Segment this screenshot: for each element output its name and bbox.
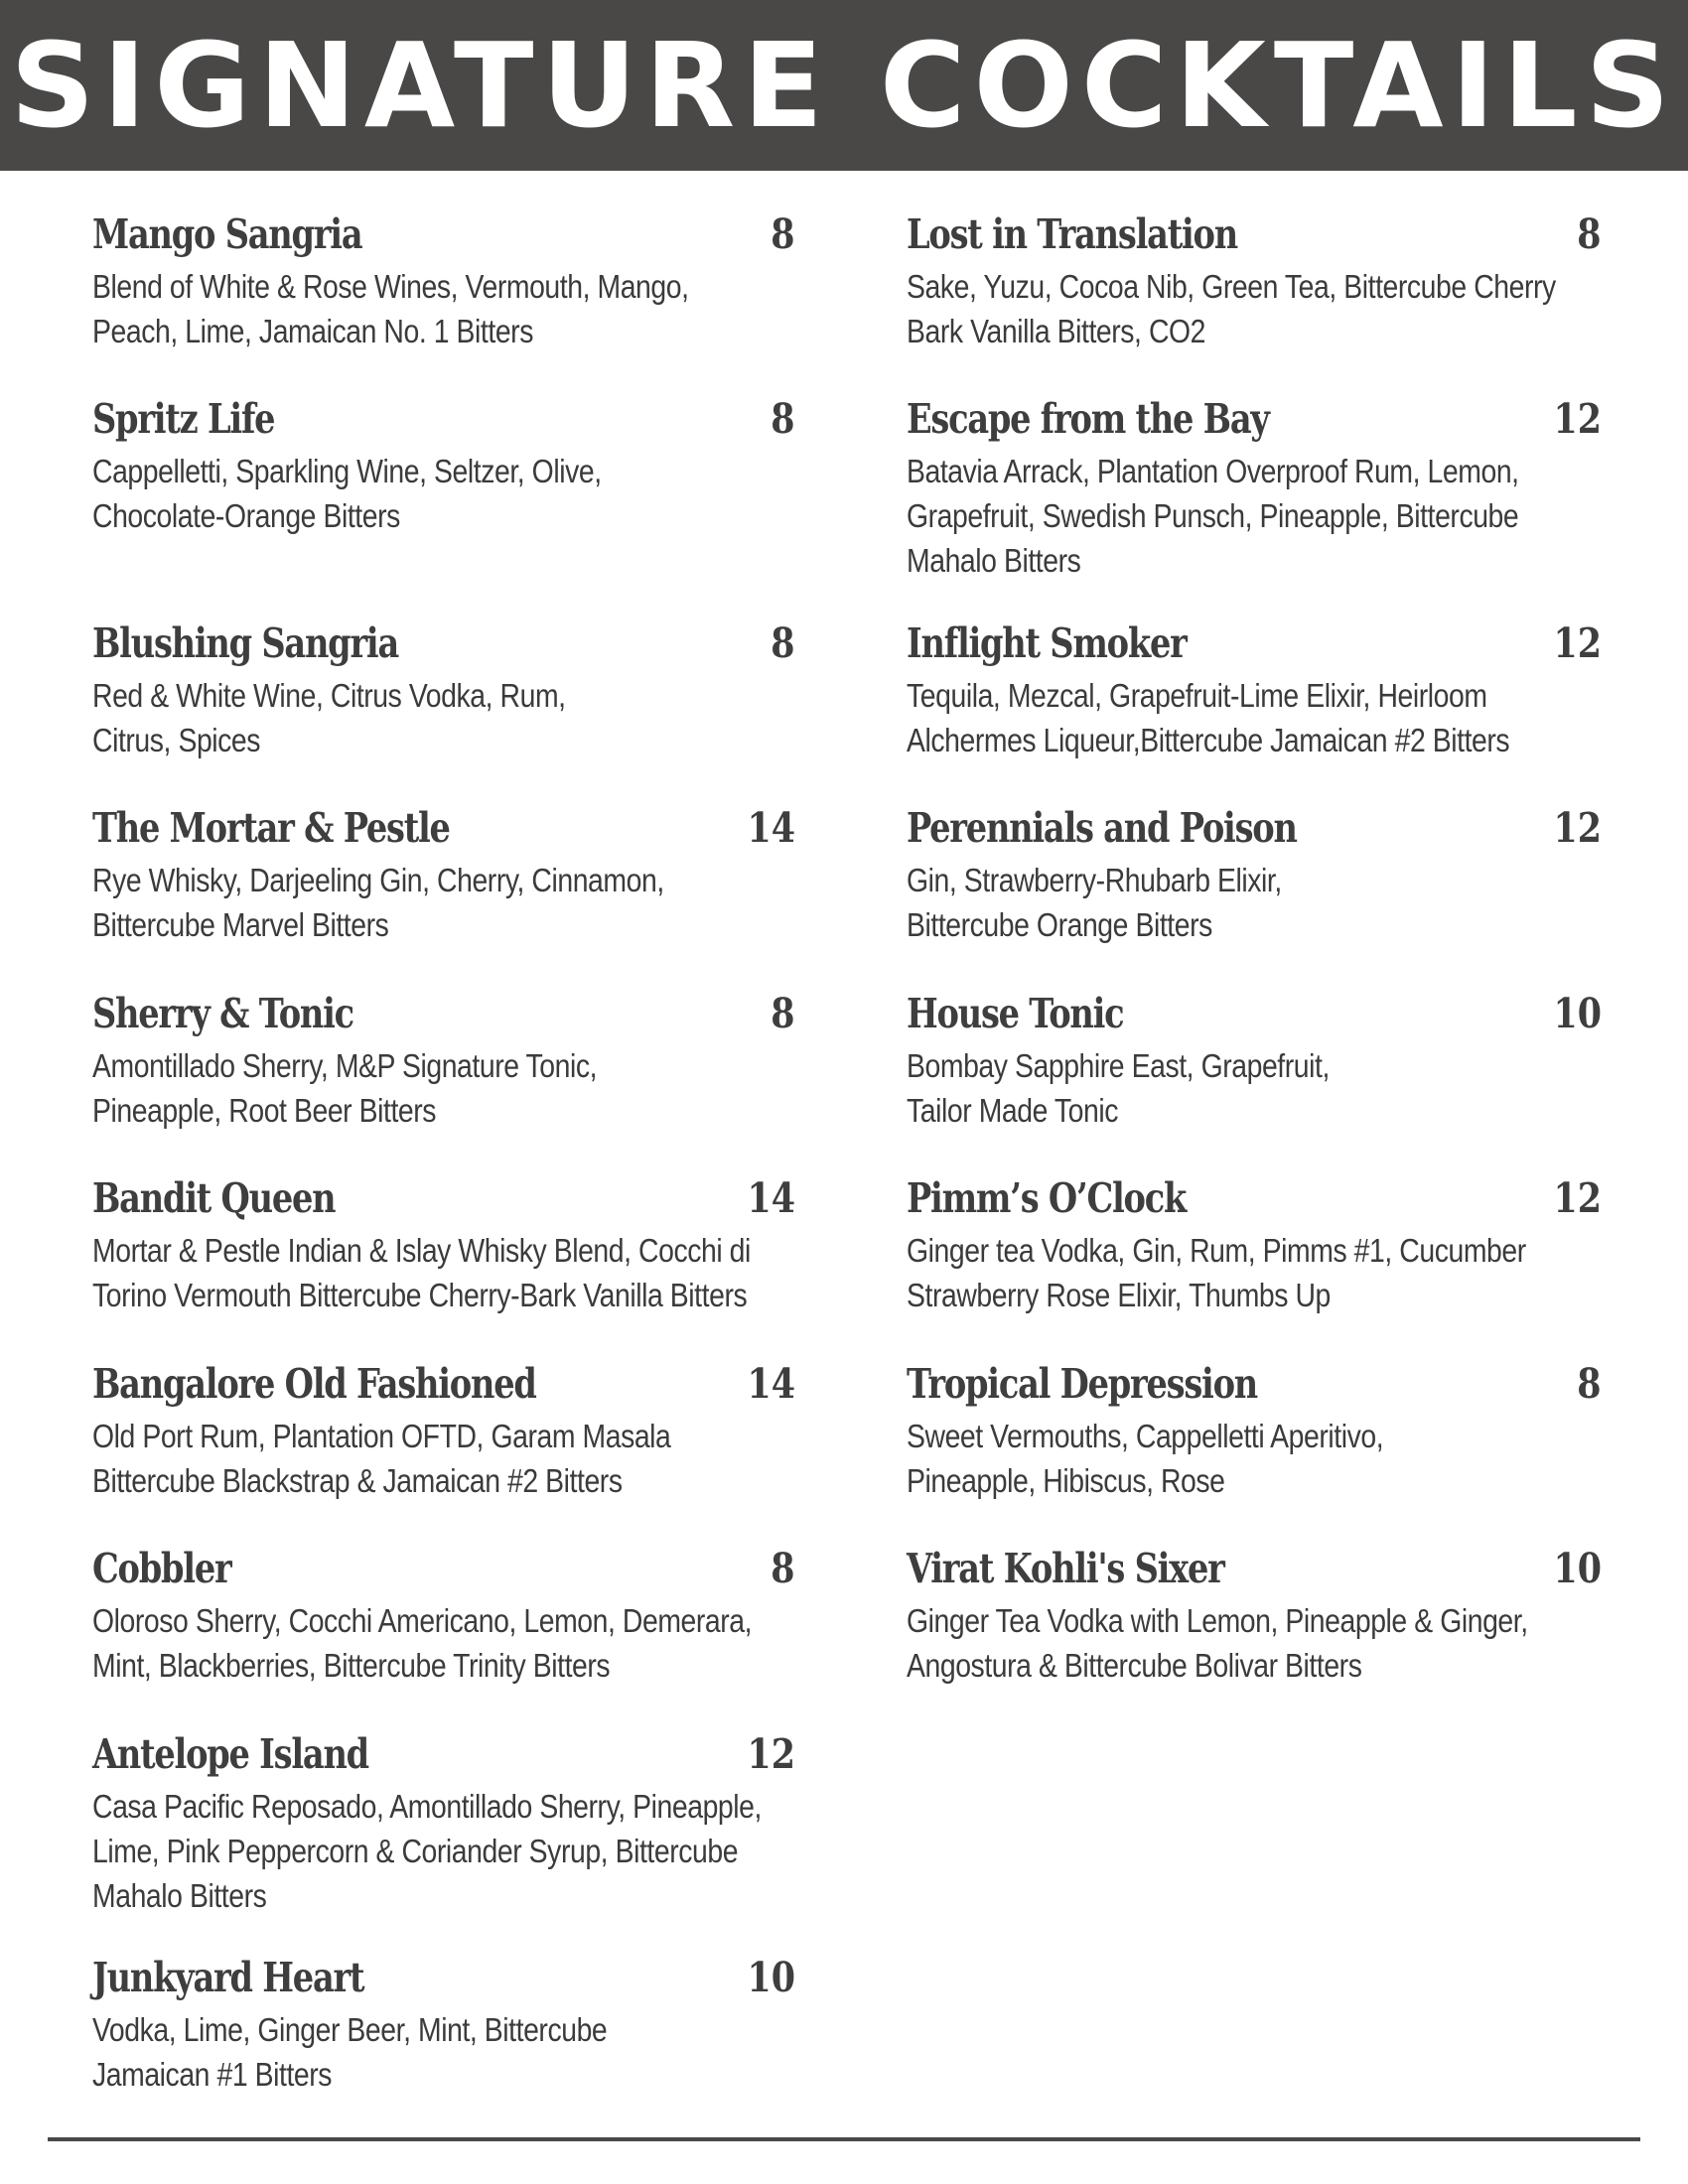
menu-item [92, 1726, 795, 1918]
cocktail-name: Mango Sangria [92, 210, 362, 258]
cocktail-price: 8 [771, 619, 795, 667]
cocktail-description: Mortar & Pestle Indian & Islay Whisky Blend, Cocchi di Torino Vermouth Bittercube Cherry-Bark Vanilla Bitters [92, 1232, 751, 1313]
cocktail-price: 8 [771, 990, 795, 1037]
cocktail-name: Inflight Smoker [907, 619, 1187, 667]
cocktail-name: Blushing Sangria [92, 619, 399, 667]
cocktail-price: 10 [1553, 990, 1602, 1037]
cocktail-price: 12 [747, 1730, 795, 1778]
cocktail-price: 12 [1553, 804, 1602, 852]
menu-item [92, 1541, 795, 1688]
cocktail-name: Escape from the Bay [907, 395, 1269, 443]
cocktail-price: 8 [771, 395, 795, 443]
cocktail-description: Old Port Rum, Plantation OFTD, Garam Masala Bittercube Blackstrap & Jamaican #2 Bitters [92, 1418, 671, 1499]
cocktail-description: Casa Pacific Reposado, Amontillado Sherry, Pineapple, Lime, Pink Peppercorn & Coriander Syrup, Bittercube Mahalo Bitters [92, 1788, 762, 1914]
cocktail-name: House Tonic [907, 990, 1124, 1037]
cocktail-price: 14 [747, 1174, 795, 1222]
cocktail-description: Batavia Arrack, Plantation Overproof Rum, Lemon, Grapefruit, Swedish Punsch, Pineapple, Bittercube Mahalo Bitters [907, 453, 1519, 579]
cocktail-name: Virat Kohli's Sixer [907, 1545, 1224, 1592]
cocktail-description: Red & White Wine, Citrus Vodka, Rum, Citrus, Spices [92, 677, 566, 758]
menu-item [92, 1950, 795, 2097]
cocktail-description: Sweet Vermouths, Cappelletti Aperitivo, Pineapple, Hibiscus, Rose [907, 1418, 1384, 1499]
cocktail-price: 8 [771, 210, 795, 258]
cocktail-price: 8 [1577, 210, 1602, 258]
cocktail-description: Blend of White & Rose Wines, Vermouth, Mango, Peach, Lime, Jamaican No. 1 Bitters [92, 268, 689, 349]
cocktail-price: 10 [1553, 1545, 1602, 1592]
cocktail-name: Pimm’s O’Clock [907, 1174, 1187, 1222]
cocktail-name: Bangalore Old Fashioned [92, 1360, 536, 1408]
menu-item [907, 1541, 1602, 1688]
cocktail-price: 14 [747, 804, 795, 852]
menu-item [92, 1170, 795, 1317]
cocktail-price: 8 [771, 1545, 795, 1592]
cocktail-price: 12 [1553, 619, 1602, 667]
cocktail-description: Bombay Sapphire East, Grapefruit, Tailor Made Tonic [907, 1047, 1330, 1129]
menu-item [92, 206, 795, 353]
cocktail-description: Amontillado Sherry, M&P Signature Tonic, Pineapple, Root Beer Bitters [92, 1047, 598, 1129]
cocktail-description: Tequila, Mezcal, Grapefruit-Lime Elixir, Heirloom Alchermes Liqueur,Bittercube Jamaican #2 Bitters [907, 677, 1510, 758]
menu-item [907, 206, 1602, 353]
cocktail-name: Spritz Life [92, 395, 275, 443]
menu-item [907, 800, 1602, 947]
cocktail-name: Cobbler [92, 1545, 231, 1592]
cocktail-description: Vodka, Lime, Ginger Beer, Mint, Bittercube Jamaican #1 Bitters [92, 2011, 608, 2093]
menu-item [907, 1170, 1602, 1317]
menu-item [92, 615, 795, 762]
page-title: SIGNATURE COCKTAILS [10, 17, 1678, 154]
cocktail-name: Perennials and Poison [907, 804, 1297, 852]
cocktail-description: Ginger tea Vodka, Gin, Rum, Pimms #1, Cucumber Strawberry Rose Elixir, Thumbs Up [907, 1232, 1526, 1313]
cocktail-name: Bandit Queen [92, 1174, 336, 1222]
cocktail-description: Sake, Yuzu, Cocoa Nib, Green Tea, Bittercube Cherry Bark Vanilla Bitters, CO2 [907, 268, 1556, 349]
menu-item [907, 986, 1602, 1133]
cocktail-name: The Mortar & Pestle [92, 804, 450, 852]
menu-item [92, 391, 795, 538]
menu-item [907, 1356, 1602, 1503]
cocktail-description: Rye Whisky, Darjeeling Gin, Cherry, Cinnamon, Bittercube Marvel Bitters [92, 862, 664, 943]
cocktail-price: 10 [747, 1954, 795, 2001]
cocktail-price: 8 [1577, 1360, 1602, 1408]
footer-divider [48, 2137, 1640, 2141]
menu-item [92, 1356, 795, 1503]
cocktail-description: Cappelletti, Sparkling Wine, Seltzer, Olive, Chocolate-Orange Bitters [92, 453, 602, 534]
cocktail-description: Oloroso Sherry, Cocchi Americano, Lemon, Demerara, Mint, Blackberries, Bittercube Trinity Bitters [92, 1602, 753, 1684]
cocktail-name: Lost in Translation [907, 210, 1237, 258]
cocktail-price: 12 [1553, 395, 1602, 443]
cocktail-price: 12 [1553, 1174, 1602, 1222]
cocktail-name: Junkyard Heart [92, 1954, 364, 2001]
menu-item [907, 391, 1602, 583]
cocktail-description: Gin, Strawberry-Rhubarb Elixir, Bittercube Orange Bitters [907, 862, 1282, 943]
menu-item [92, 986, 795, 1133]
menu-item [92, 800, 795, 947]
cocktail-name: Sherry & Tonic [92, 990, 353, 1037]
cocktail-name: Antelope Island [92, 1730, 368, 1778]
cocktail-price: 14 [747, 1360, 795, 1408]
header-banner [0, 0, 1688, 171]
cocktail-name: Tropical Depression [907, 1360, 1258, 1408]
menu-item [907, 615, 1602, 762]
cocktail-description: Ginger Tea Vodka with Lemon, Pineapple & Ginger, Angostura & Bittercube Bolivar Bitters [907, 1602, 1528, 1684]
